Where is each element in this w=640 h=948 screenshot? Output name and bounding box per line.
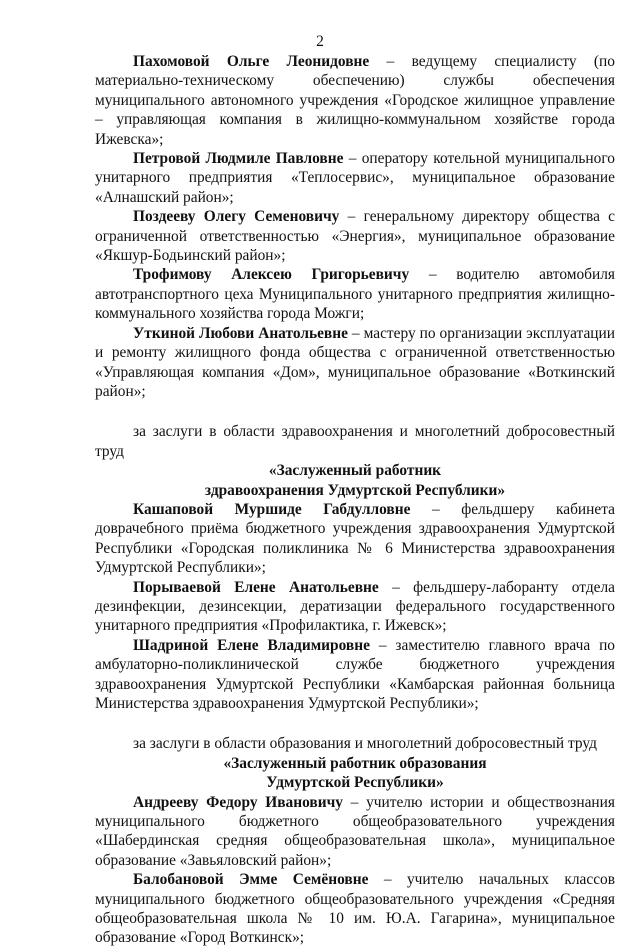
award-reason: за заслуги в области здравоохранения и многолетний добросовестный труд	[95, 423, 615, 460]
award-reason: за заслуги в области образования и многолетний добросовестный труд	[133, 735, 597, 753]
recipient-position: – фельдшеру кабинета доврачебного приёма бюджетного учреждения здравоохранения Удмуртской Республики «Городская поликлиника № 6 Министерства здравоохранения Удмуртской Республики»;	[95, 500, 615, 577]
award-title-line: «Заслуженный работник образования	[223, 754, 487, 772]
recipient-name: Балобановой Эмме Семёновне	[133, 871, 369, 889]
award-entry	[95, 324, 615, 402]
recipient-name: Петровой Людмиле Павловне	[133, 150, 344, 168]
recipient-position: – мастеру по организации эксплуатации и ремонту жилищного фонда общества с ограниченной ответственностью «Управляющая компания «Дом», муниципальное образование «Воткинский район»;	[95, 324, 615, 400]
award-entry	[95, 52, 615, 149]
award-title	[95, 754, 615, 793]
award-entry	[95, 500, 615, 578]
award-title-line: здравоохранения Удмуртской Республики»	[204, 481, 506, 499]
recipient-position: – генеральному директору общества с ограниченной ответственностью «Энергия», муниципальное образование «Якшур-Бодьинский район»;	[95, 208, 616, 265]
recipient-name: Поздееву Олегу Семеновичу	[133, 208, 340, 226]
award-entry	[95, 207, 615, 265]
recipient-name: Трофимову Алексею Григорьевичу	[133, 266, 410, 284]
page-number: 2	[316, 33, 324, 50]
recipient-name: Кашаповой Муршиде Габдулловне	[133, 500, 411, 518]
award-entry	[95, 636, 615, 714]
recipient-name: Пахомовой Ольге Леонидовне	[133, 53, 370, 70]
award-section-healthcare	[95, 422, 615, 713]
award-title	[95, 461, 615, 500]
recipient-position: – учителю начальных классов муниципального бюджетного общеобразовательного учреждения «Средняя общеобразовательная школа № 10 им. Ю.А. Гагарина», муниципальное образование «Город Воткинск»;	[95, 871, 615, 947]
recipient-position: – фельдшеру-лаборанту отдела дезинфекции, дезинсекции, дератизации федерального государственного унитарного предприятия «Профилактика, г. Ижевск»;	[95, 578, 615, 635]
recipient-position: – водителю автомобиля автотранспортного цеха Муниципального унитарного предприятия жилищно-коммунального хозяйства города Можги;	[95, 266, 615, 323]
recipient-name: Порываевой Елене Анатольевне	[133, 578, 379, 596]
recipient-name: Уткиной Любови Анатольевне	[133, 324, 348, 342]
award-entry	[95, 793, 615, 871]
award-section-education	[95, 734, 615, 947]
award-entry	[95, 265, 615, 323]
section-spacer	[95, 401, 615, 422]
recipient-name: Шадриной Елене Владимировне	[133, 636, 370, 654]
recipient-position: – учителю истории и обществознания муниципального бюджетного общеобразовательного учреждения «Шабердинская средняя общеобразовательная школа», муниципальное образование «Завьяловский район»;	[95, 793, 615, 869]
section-spacer	[95, 713, 615, 734]
award-title-line: Удмуртской Республики»	[266, 774, 444, 792]
award-section-housing	[95, 52, 615, 401]
recipient-position: – заместителю главного врача по амбулаторно-поликлинической службе бюджетного учреждения здравоохранения Удмуртской Республики «Камбарская районная больница Министерства здравоохранения Удмуртской Республики»;	[95, 636, 615, 712]
recipient-name: Андрееву Федору Ивановичу	[133, 793, 343, 811]
award-entry	[95, 578, 615, 636]
award-entry	[95, 870, 615, 948]
award-title-line: «Заслуженный работник	[268, 462, 442, 480]
recipient-position: – оператору котельной муниципального унитарного предприятия «Теплосервис», муниципальное образование «Алнашский район»;	[95, 150, 615, 206]
recipient-position: – ведущему специалисту (по материально-техническому обеспечению) службы обеспечения муниципального автономного учреждения «Городское жилищное управление – управляющая компания в жилищно-коммунальном хозяйстве города Ижевска»;	[95, 53, 615, 148]
award-entry	[95, 149, 615, 207]
document-body	[95, 52, 615, 948]
